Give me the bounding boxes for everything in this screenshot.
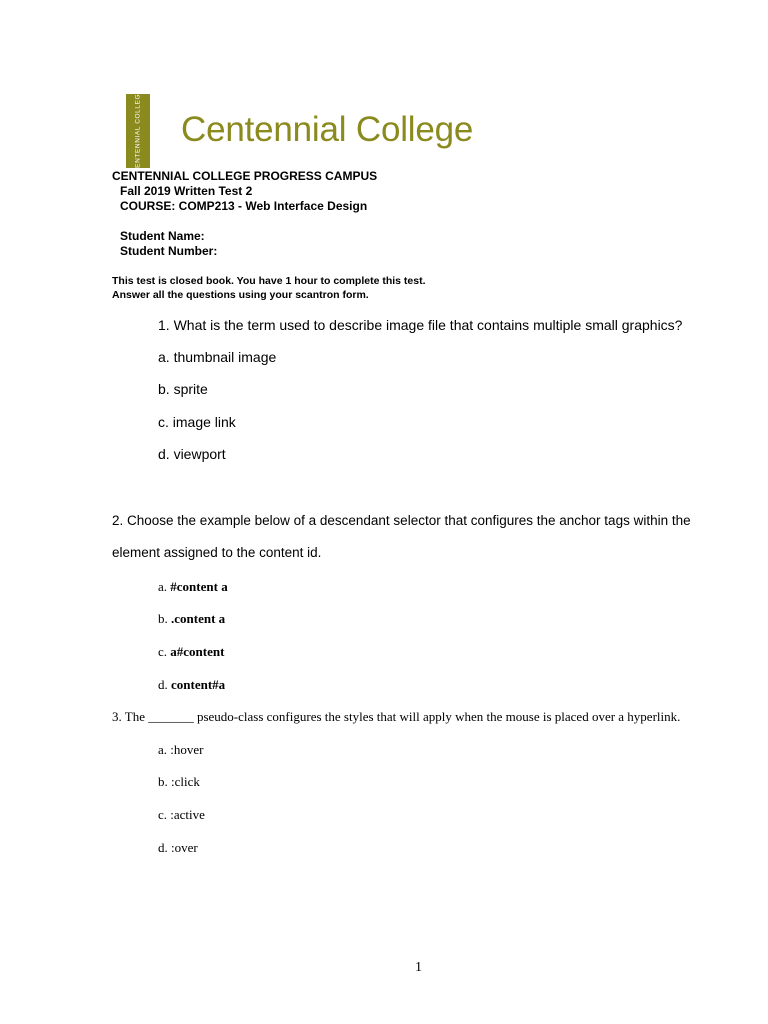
student-name-label: Student Name: — [120, 229, 205, 243]
question-3-option-a: a. :hover — [158, 742, 204, 757]
campus-heading: CENTENNIAL COLLEGE PROGRESS CAMPUS — [112, 169, 378, 183]
option-value: #content a — [170, 579, 228, 594]
test-term: Fall 2019 Written Test 2 — [120, 184, 253, 198]
question-1-option-a: a. thumbnail image — [158, 349, 277, 365]
question-1-text: 1. What is the term used to describe image file that contains multiple small graphics? — [158, 317, 683, 333]
page-number: 1 — [415, 960, 422, 975]
question-2-text-line-1: 2. Choose the example below of a descendant selector that configures the anchor tags within the — [112, 513, 691, 528]
question-3-option-b: b. :click — [158, 774, 200, 789]
question-3-option-d: d. :over — [158, 840, 198, 855]
question-1-option-d: d. viewport — [158, 446, 226, 462]
instructions-line-2: Answer all the questions using your scantron form. — [112, 289, 369, 301]
option-value: .content a — [171, 611, 226, 626]
question-2-option-d — [158, 677, 225, 693]
logo-mark-text: CENTENNIAL COLLEGE — [134, 88, 142, 174]
student-number-label: Student Number: — [120, 244, 218, 258]
option-letter: d. — [158, 677, 171, 692]
question-3-text: 3. The _______ pseudo-class configures the styles that will apply when the mouse is placed over a hyperlink. — [112, 709, 681, 724]
option-letter: c. — [158, 644, 171, 659]
college-wordmark: Centennial College — [181, 110, 474, 149]
option-letter: a. — [158, 579, 171, 594]
question-1-option-c: c. image link — [158, 414, 236, 430]
option-value: content#a — [171, 677, 226, 692]
question-2-text-line-2: element assigned to the content id. — [112, 545, 322, 560]
course-line: COURSE: COMP213 - Web Interface Design — [120, 199, 368, 213]
option-letter: b. — [158, 611, 171, 626]
question-1-option-b: b. sprite — [158, 381, 208, 397]
question-2-option-c — [158, 644, 224, 660]
instructions-line-1: This test is closed book. You have 1 hour to complete this test. — [112, 275, 426, 287]
question-2-option-b — [158, 611, 225, 627]
question-3-option-c: c. :active — [158, 807, 205, 822]
option-value: a#content — [170, 644, 225, 659]
college-logo-mark — [126, 88, 150, 174]
question-2-option-a — [158, 579, 228, 595]
